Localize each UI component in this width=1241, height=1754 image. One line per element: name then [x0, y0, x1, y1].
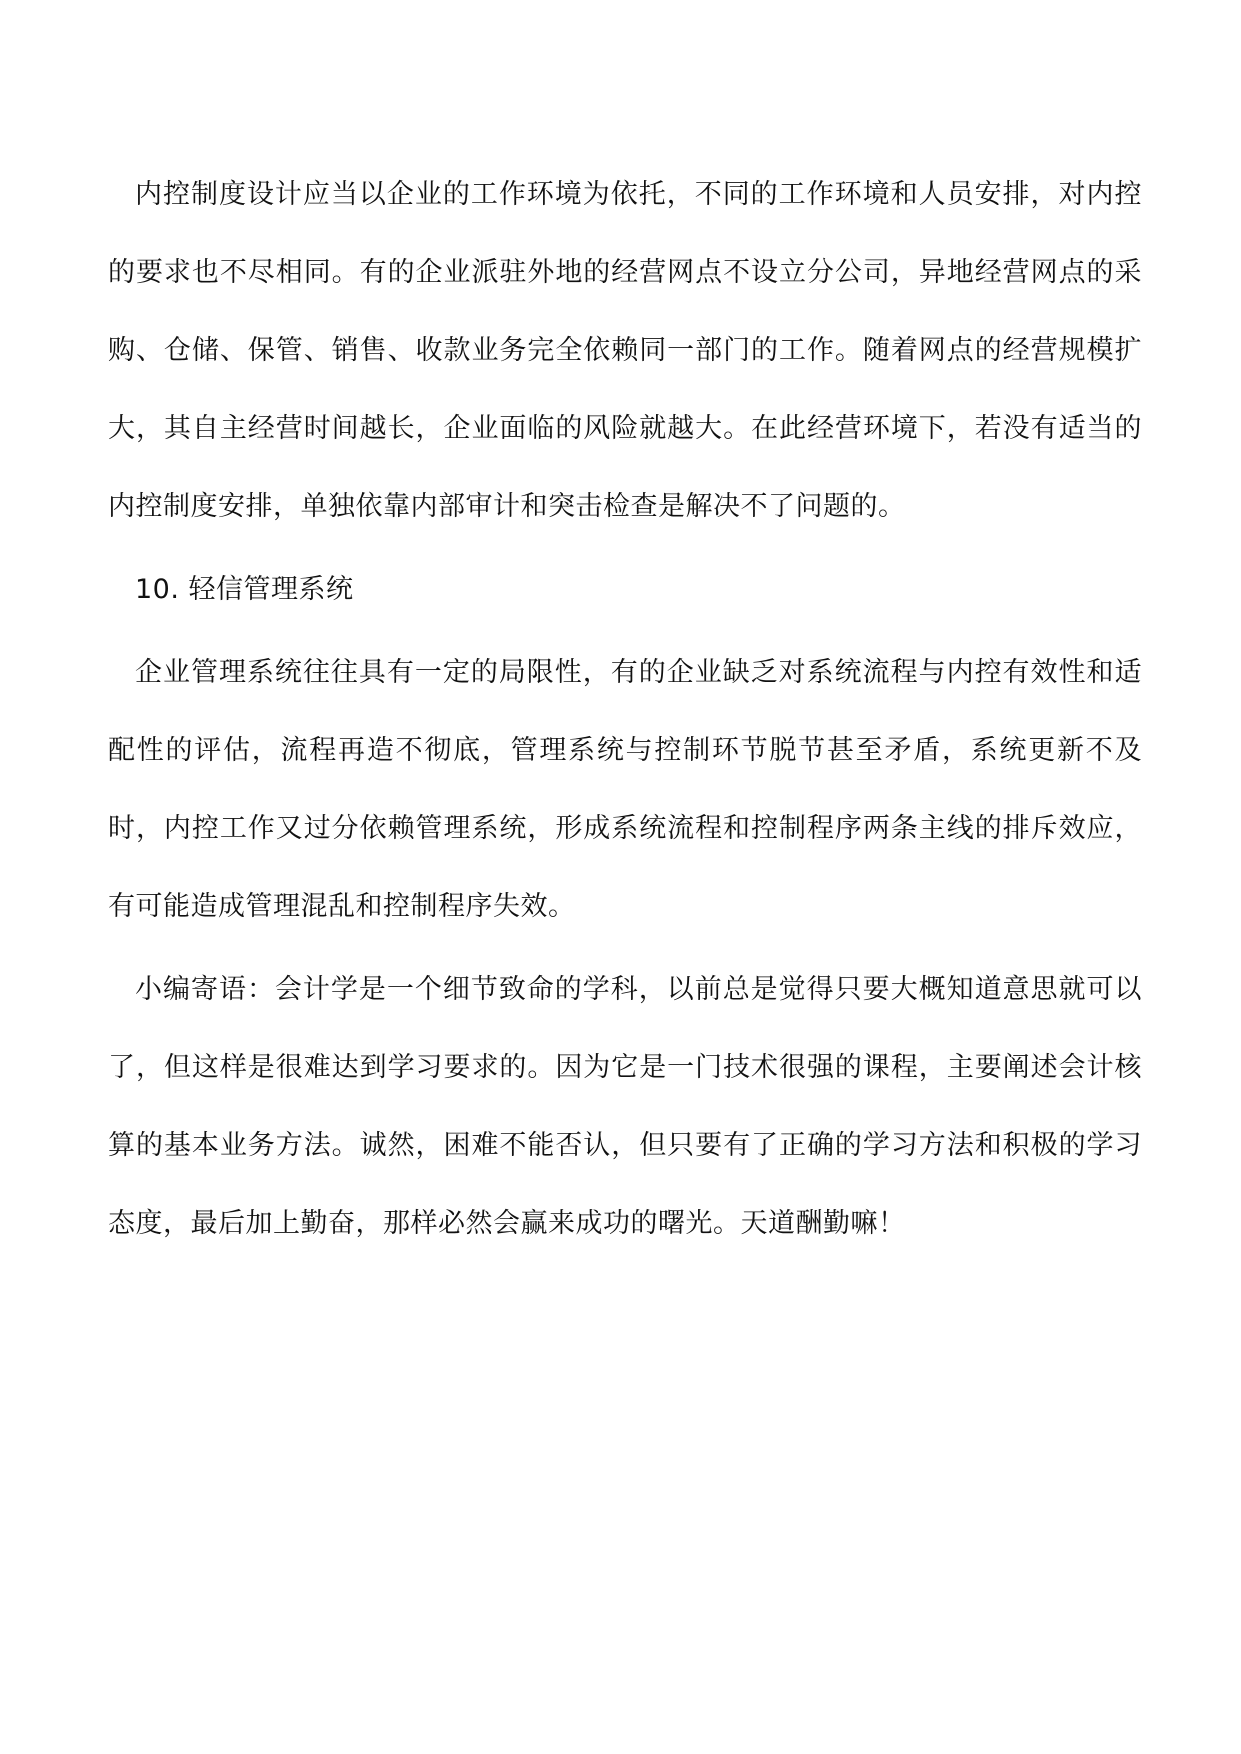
section-heading: 10. 轻信管理系统 — [135, 574, 354, 605]
paragraph-management-system: 企业管理系统往往具有一定的局限性，有的企业缺乏对系统流程与内控有效性和适配性的评估，流程再造不彻底，管理系统与控制环节脱节甚至矛盾，系统更新不及时，内控工作又过分依赖管理系统，形成系统流程和控制程序两条主线的排斥效应，有可能造成管理混乱和控制程序失效。 — [108, 657, 1142, 922]
document-body — [108, 156, 1142, 1268]
paragraph-internal-control-environment: 内控制度设计应当以企业的工作环境为依托，不同的工作环境和人员安排，对内控的要求也不尽相同。有的企业派驻外地的经营网点不设立分公司，异地经营网点的采购、仓储、保管、销售、收款业务完全依赖同一部门的工作。随着网点的经营规模扩大，其自主经营时间越长，企业面临的风险就越大。在此经营环境下，若没有适当的内控制度安排，单独依靠内部审计和突击检查是解决不了问题的。 — [108, 179, 1142, 522]
paragraph-editor-note: 小编寄语：会计学是一个细节致命的学科，以前总是觉得只要大概知道意思就可以了，但这样是很难达到学习要求的。因为它是一门技术很强的课程，主要阐述会计核算的基本业务方法。诚然，困难不能否认，但只要有了正确的学习方法和积极的学习态度，最后加上勤奋，那样必然会赢来成功的曙光。天道酬勤嘛！ — [108, 974, 1142, 1239]
